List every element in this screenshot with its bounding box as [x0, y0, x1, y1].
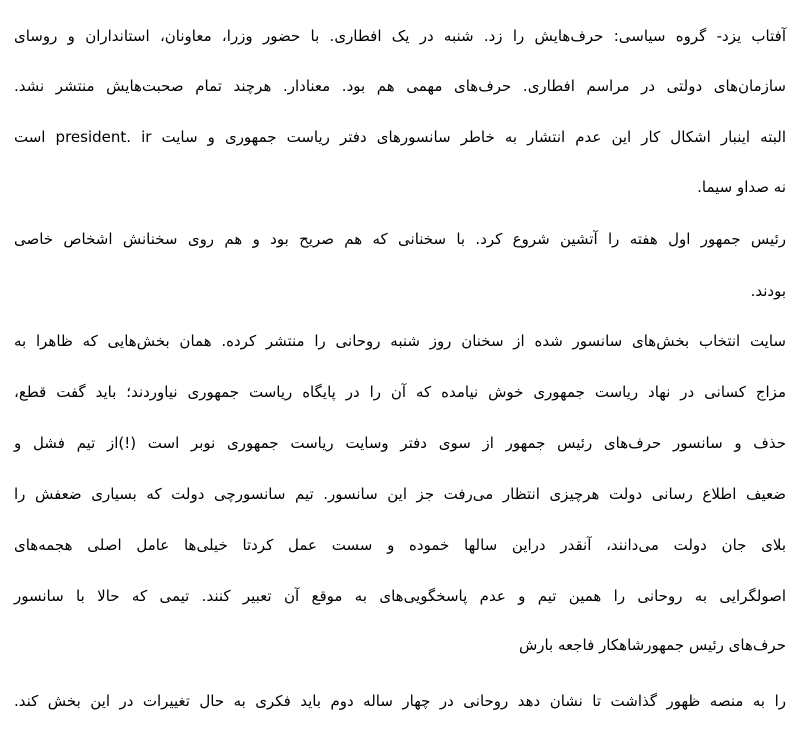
- article-line-13: حرف‌های رئیس جمهورشاهکار فاجعه بارش: [518, 636, 786, 654]
- article-line-8: مزاج کسانی در نهاد ریاست جمهوری خوش نیامده که آن را در پایگاه ریاست جمهوری نیاوردند؛ باید گفت قطع،: [14, 383, 786, 401]
- article-line-11: بلای جان دولت می‌دانند، آنقدر دراین سالها خموده و سست عمل کردتا خیلی‌ها عامل اصلی هجمه‌های: [14, 536, 786, 554]
- article-line-9: حذف و سانسور حرف‌های رئیس جمهور از سوی دفتر وسایت ریاست جمهوری نوبر است (!)از تیم فشل و: [14, 434, 786, 452]
- article-line-3: البته اینبار اشکال کار این عدم انتشار به خاطر سانسورهای دفتر ریاست جمهوری و سایت president. ir است: [14, 128, 786, 146]
- article-line-12: اصولگرایی به روحانی را همین تیم و عدم پاسخگویی‌های به موقع آن تعبیر کنند. تیمی که حالا با سانسور: [14, 587, 786, 605]
- article-line-4: نه صداو سیما.: [697, 178, 786, 196]
- article-line-7: سایت انتخاب بخش‌های سانسور شده از سخنان روز شنبه روحانی را منتشر کرده. همان بخش‌هایی که ظاهرا به: [14, 332, 786, 350]
- article-line-14: را به منصه ظهور گذاشت تا نشان دهد روحانی در چهار ساله دوم باید فکری به حال تغییرات در این بخش کند.: [14, 692, 786, 710]
- article-line-2: سازمان‌های دولتی در مراسم افطاری. حرف‌های مهمی هم بود. معنادار. هرچند تمام صحبت‌هایش منتشر نشد.: [14, 77, 786, 95]
- article-line-5: رئیس جمهور اول هفته را آتشین شروع کرد. با سخنانی که هم صریح بود و هم روی سخنانش اشخاص خاصی: [14, 230, 786, 248]
- article-line-6: بودند.: [750, 282, 786, 300]
- article-line-10: ضعیف اطلاع رسانی دولت هرچیزی انتظار می‌رفت جز این سانسور. تیم سانسورچی دولت که بسیاری ضعفش را: [14, 485, 786, 503]
- article-line-1: آفتاب یزد- گروه سیاسی: حرف‌هایش را زد. شنبه در یک افطاری. با حضور وزرا، معاونان، استانداران و روسای: [14, 27, 786, 45]
